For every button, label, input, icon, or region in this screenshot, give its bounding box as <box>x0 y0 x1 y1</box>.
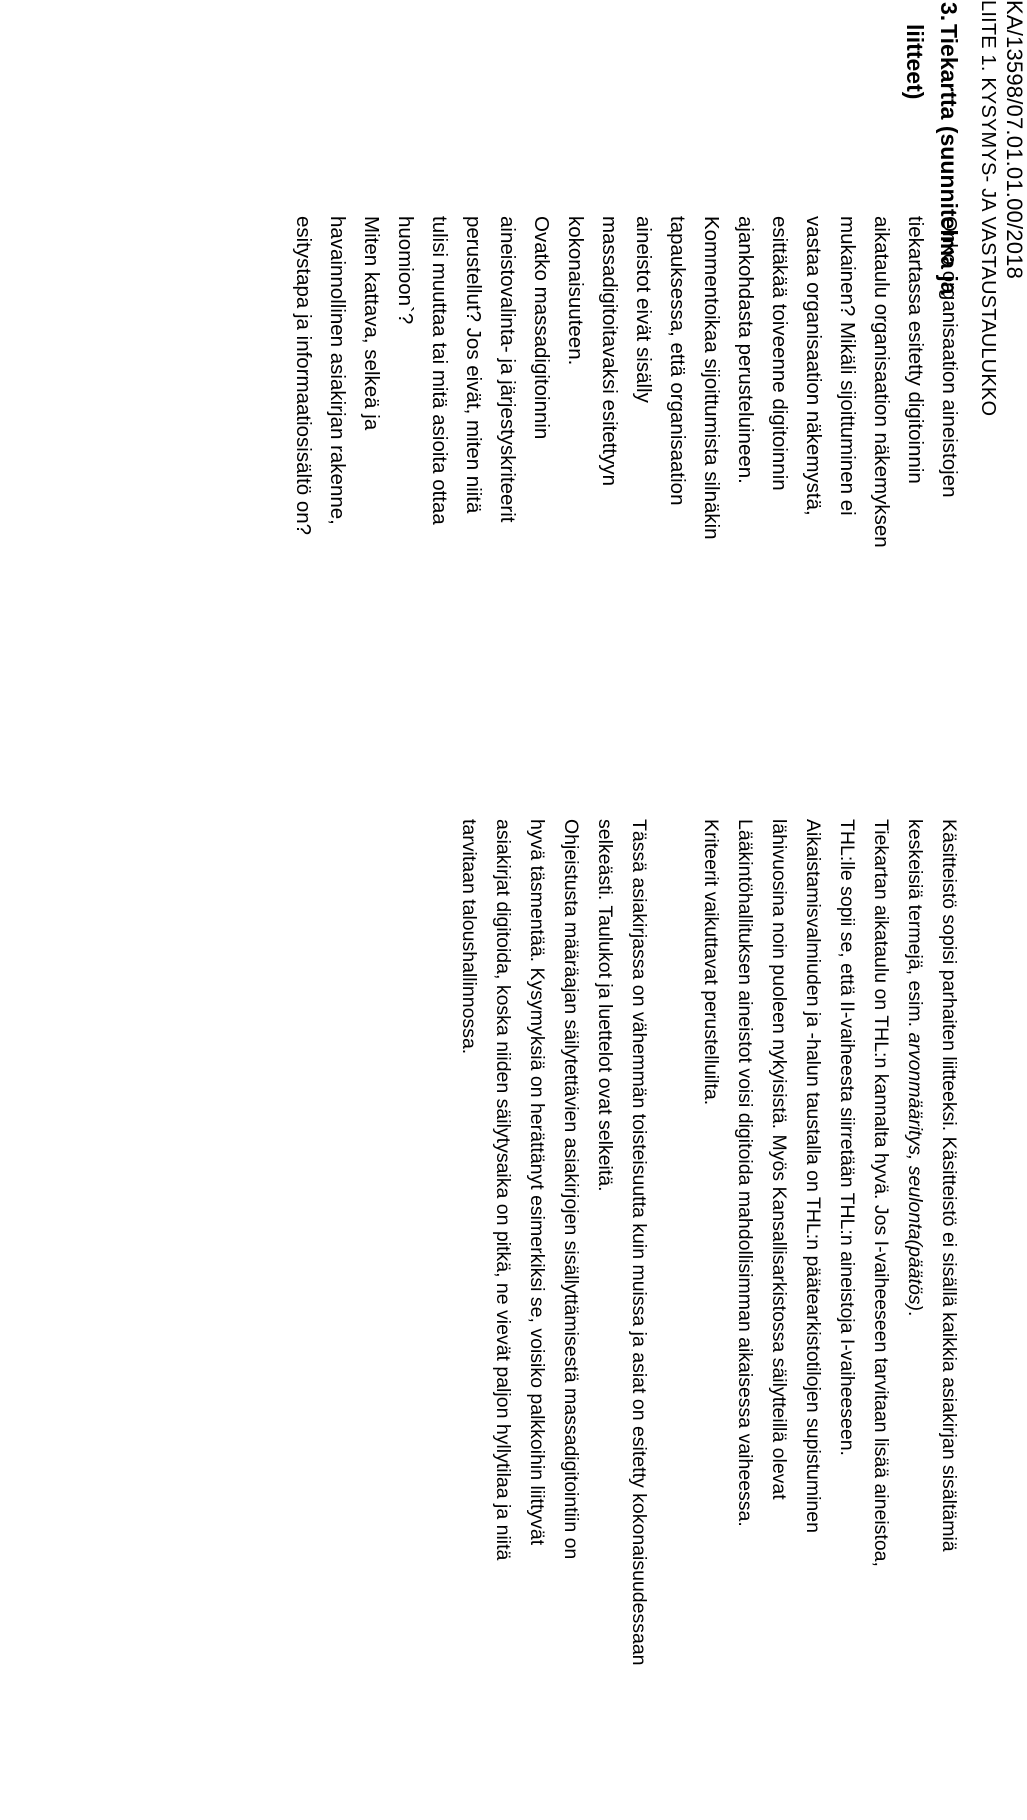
answer-line: Käsitteistö sopisi parhaiten liitteeksi. Käsitteistö ei sisällä kaikkia asiakirjan sisältämiä <box>938 819 960 1552</box>
question-line: havainnollinen asiakirjan rakenne, <box>326 216 349 525</box>
question-line: tapauksessa, että organisaation <box>666 216 689 506</box>
answer-line: asiakirjat digitoida, koska niiden säilytysaika on pitkä, ne vievät paljon hyllytilaa ja niitä <box>492 819 514 1561</box>
document-reference: KA/13598/07.01.01.00/2018 <box>1002 0 1027 280</box>
question-line: ajankohdasta perusteluineen. <box>734 216 757 484</box>
question-line: mukainen? Mikäli sijoittuminen ei <box>836 216 859 516</box>
question-line: massadigitoitavaksi esitettyyn <box>598 216 621 487</box>
question-line: aineistovalinta- ja järjestyskriteerit <box>496 216 519 523</box>
answer-line: hyvä täsmentää. Kysymyksiä on herättänyt esimerkiksi se, voisiko palkkoihin liittyvät <box>526 819 548 1546</box>
document-header: LIITE 1. KYSYMYS- JA VASTAUSTAULUKKO <box>977 0 999 417</box>
answer-line: tarvitaan taloushallinnossa. <box>458 819 480 1055</box>
answer-line: Lääkintöhallituksen aineistot voisi digitoida mahdollisimman aikaisessa vaiheessa. <box>734 819 756 1527</box>
answer-line: selkeästi. Taulukot ja luettelot ovat selkeitä. <box>594 819 616 1192</box>
answer-line: THL:lle sopii se, että II-vaiheesta siirretään THL:n aineistoja I-vaiheeseen. <box>836 819 858 1456</box>
section-number: 3. <box>936 2 962 22</box>
section-title-line: liitteet) <box>902 24 928 100</box>
answer-criteria <box>694 819 728 1105</box>
question-line: aineistot eivät sisälly <box>632 216 655 403</box>
section-title-line: Tiekartta (suunnitelma ja <box>936 24 962 295</box>
question-line: tiekartassa esitetty digitoinnin <box>904 216 927 484</box>
answer-line: Tiekartan aikataulu on THL:n kannalta hyvä. Jos I-vaiheeseen tarvitaan lisää aineistoa, <box>870 819 892 1567</box>
answer-line: lähivuosina noin puoleen nykyisistä. Myös Kansallisarkistossa säilytteillä olevat <box>768 819 790 1500</box>
answer-line: Tässä asiakirjassa on vähemmän toisteisuutta kuin muissa ja asiat on esitetty kokonaisuudessaan <box>628 819 650 1666</box>
answer-line: Kriteerit vaikuttavat perustelluilta. <box>700 819 722 1106</box>
question-line: Ovatko massadigitoinnin <box>530 216 553 440</box>
answer-line: Aikaistamisvalmiuden ja -halun taustalla on THL:n päätearkistotilojen supistuminen <box>802 819 824 1533</box>
question-line: esitystapa ja informaatiosisältö on? <box>292 216 315 536</box>
question-line: tulisi muuttaa tai mitä asioita ottaa <box>428 216 451 525</box>
question-line: esittäkää toiveenne digitoinnin <box>768 216 791 491</box>
question-line: perustellut? Jos eivät, miten niitä <box>462 216 485 514</box>
answer-line: Ohjeistusta määräajan säilytettävien asiakirjojen sisällyttämisestä massadigitointiin on <box>560 819 582 1560</box>
question-line: kokonaisuuteen. <box>564 216 587 366</box>
answer-text: . <box>904 1311 926 1317</box>
answer-roadmap <box>728 819 966 1567</box>
question-line: Miten kattava, selkeä ja <box>360 216 383 431</box>
question-line: Onko organisaation aineistojen <box>938 216 961 498</box>
answer-text: keskeisiä termejä, esim. <box>904 819 926 1033</box>
answer-guidance <box>452 819 588 1560</box>
answer-structure <box>588 819 656 1666</box>
question-line: aikataulu organisaation näkemyksen <box>870 216 893 548</box>
answer-line-with-terms <box>898 819 932 1567</box>
questions-column <box>286 216 966 548</box>
italic-terms: arvonmääritys, seulonta(päätös) <box>904 1032 926 1312</box>
question-line: Kommentoikaa sijoittumista silnäkin <box>700 216 723 540</box>
question-line: huomioon`? <box>394 216 417 325</box>
question-line: vastaa organisaation näkemystä, <box>802 216 825 516</box>
